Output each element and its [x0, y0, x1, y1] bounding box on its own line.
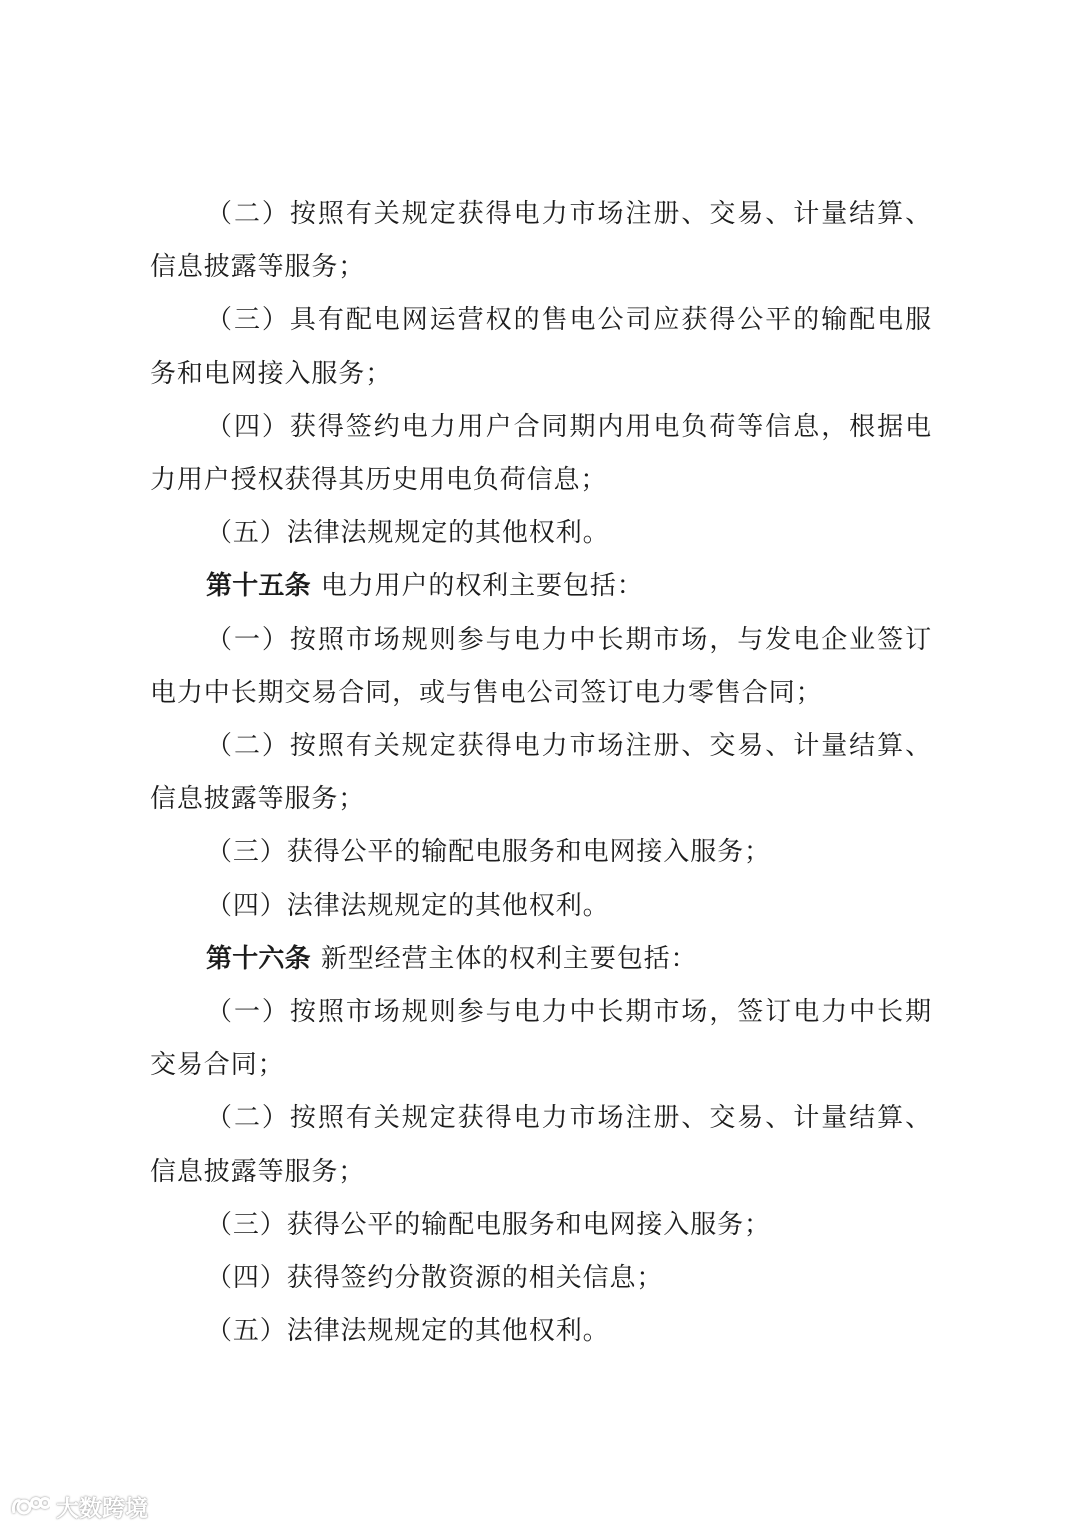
document-page	[150, 188, 932, 1358]
list-item: （一）按照市场规则参与电力中长期市场，与发电企业签订电力中长期交易合同，或与售电公司签订电力零售合同；	[150, 624, 932, 708]
list-item: （二）按照有关规定获得电力市场注册、交易、计量结算、信息披露等服务；	[150, 1103, 932, 1187]
article-number: 第十五条	[206, 571, 311, 602]
watermark-text: 大数跨境	[56, 1495, 148, 1522]
article-text: 电力用户的权利主要包括：	[320, 571, 644, 602]
infinity-logo-icon	[10, 1493, 50, 1519]
list-item: （二）按照有关规定获得电力市场注册、交易、计量结算、信息披露等服务；	[150, 731, 932, 815]
list-item: （四）法律法规规定的其他权利。	[206, 890, 610, 921]
article-heading	[150, 560, 932, 613]
list-item: （一）按照市场规则参与电力中长期市场，签订电力中长期交易合同；	[150, 997, 932, 1081]
list-item: （四）获得签约电力用户合同期内用电负荷等信息，根据电力用户授权获得其历史用电负荷信息；	[150, 411, 932, 496]
list-item: （三）获得公平的输配电服务和电网接入服务；	[206, 837, 771, 868]
article-heading	[150, 933, 932, 986]
list-item: （三）具有配电网运营权的售电公司应获得公平的输配电服务和电网接入服务；	[150, 305, 932, 389]
list-item: （五）法律法规规定的其他权利。	[206, 1316, 610, 1347]
list-item: （五）法律法规规定的其他权利。	[206, 518, 610, 549]
list-item: （二）按照有关规定获得电力市场注册、交易、计量结算、信息披露等服务；	[150, 199, 932, 283]
list-item: （三）获得公平的输配电服务和电网接入服务；	[206, 1209, 771, 1240]
watermark	[10, 1488, 148, 1524]
article-number: 第十六条	[206, 943, 311, 974]
list-item: （四）获得签约分散资源的相关信息；	[206, 1263, 664, 1294]
article-text: 新型经营主体的权利主要包括：	[320, 943, 698, 974]
